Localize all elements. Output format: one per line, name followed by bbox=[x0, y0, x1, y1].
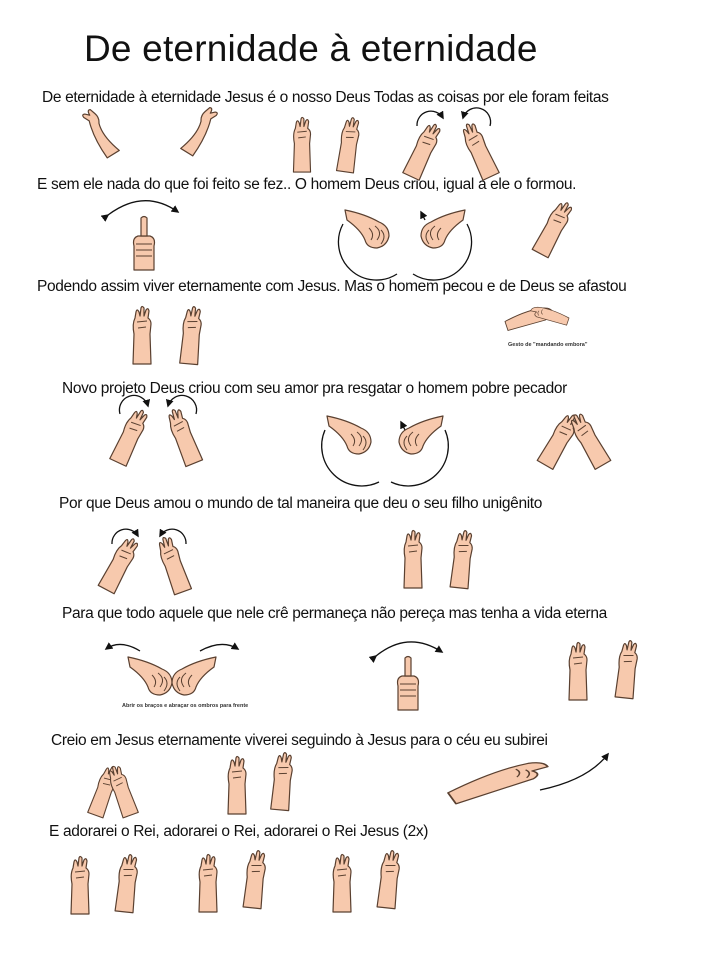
rotating-hands-gesture-2 bbox=[108, 392, 208, 462]
single-arm-raised-gesture bbox=[530, 192, 590, 262]
raised-hands-gesture-5 bbox=[215, 742, 310, 812]
lyric-line-7: Creio em Jesus eternamente viverei seguindo à Jesus para o céu eu subirei bbox=[51, 732, 548, 749]
claw-hands-circle-gesture-2 bbox=[305, 400, 465, 488]
lyric-line-5: Por que Deus amou o mundo de tal maneira que deu o seu filho unigênito bbox=[59, 495, 543, 512]
open-arms-embrace-gesture bbox=[100, 635, 250, 705]
lyric-line-3: Podendo assim viver eternamente com Jesus. Mas o homem pecou e de Deus se afastou bbox=[37, 278, 627, 295]
sending-away-gesture bbox=[495, 292, 585, 332]
raised-hands-gesture-2 bbox=[120, 294, 220, 366]
claw-hands-circle-gesture bbox=[325, 196, 485, 281]
lyric-line-1: De eternidade à eternidade Jesus é o nosso Deus Todas as coisas por ele foram feitas bbox=[42, 89, 609, 106]
raised-hands-gesture-7 bbox=[190, 838, 280, 910]
reaching-forward-upward-gesture bbox=[420, 750, 620, 820]
arms-raised-diagonal-gesture bbox=[70, 108, 230, 178]
raised-hands-gesture-8 bbox=[320, 838, 410, 910]
lyric-line-8: E adorarei o Rei, adorarei o Rei, adorarei o Rei Jesus (2x) bbox=[49, 823, 429, 840]
pointing-finger-gesture bbox=[100, 190, 190, 272]
pointing-finger-gesture-2 bbox=[370, 626, 450, 710]
rotating-hands-gesture bbox=[405, 104, 505, 174]
rotating-hands-gesture-3 bbox=[100, 520, 200, 590]
clasped-hands-gesture bbox=[85, 755, 145, 807]
lyric-line-2: E sem ele nada do que foi feito se fez.. O homem Deus criou, igual a ele o formou. bbox=[37, 176, 577, 193]
raised-hands-gesture-3 bbox=[395, 516, 485, 592]
page-title: De eternidade à eternidade bbox=[84, 28, 538, 69]
crossed-arms-gesture bbox=[540, 396, 610, 470]
gesture-caption-open-arms: Abrir os braços e abraçar os ombros para frente bbox=[122, 703, 249, 709]
gesture-caption-sending-away: Gesto de "mandando embora" bbox=[508, 342, 588, 348]
raised-hands-gesture-4 bbox=[560, 628, 650, 704]
lyric-line-4: Novo projeto Deus criou com seu amor pra resgatar o homem pobre pecador bbox=[62, 380, 567, 397]
raised-hands-gesture bbox=[285, 108, 375, 178]
lyric-line-6: Para que todo aquele que nele crê permaneça não pereça mas tenha a vida eterna bbox=[62, 605, 607, 622]
raised-hands-gesture-6 bbox=[60, 842, 160, 912]
